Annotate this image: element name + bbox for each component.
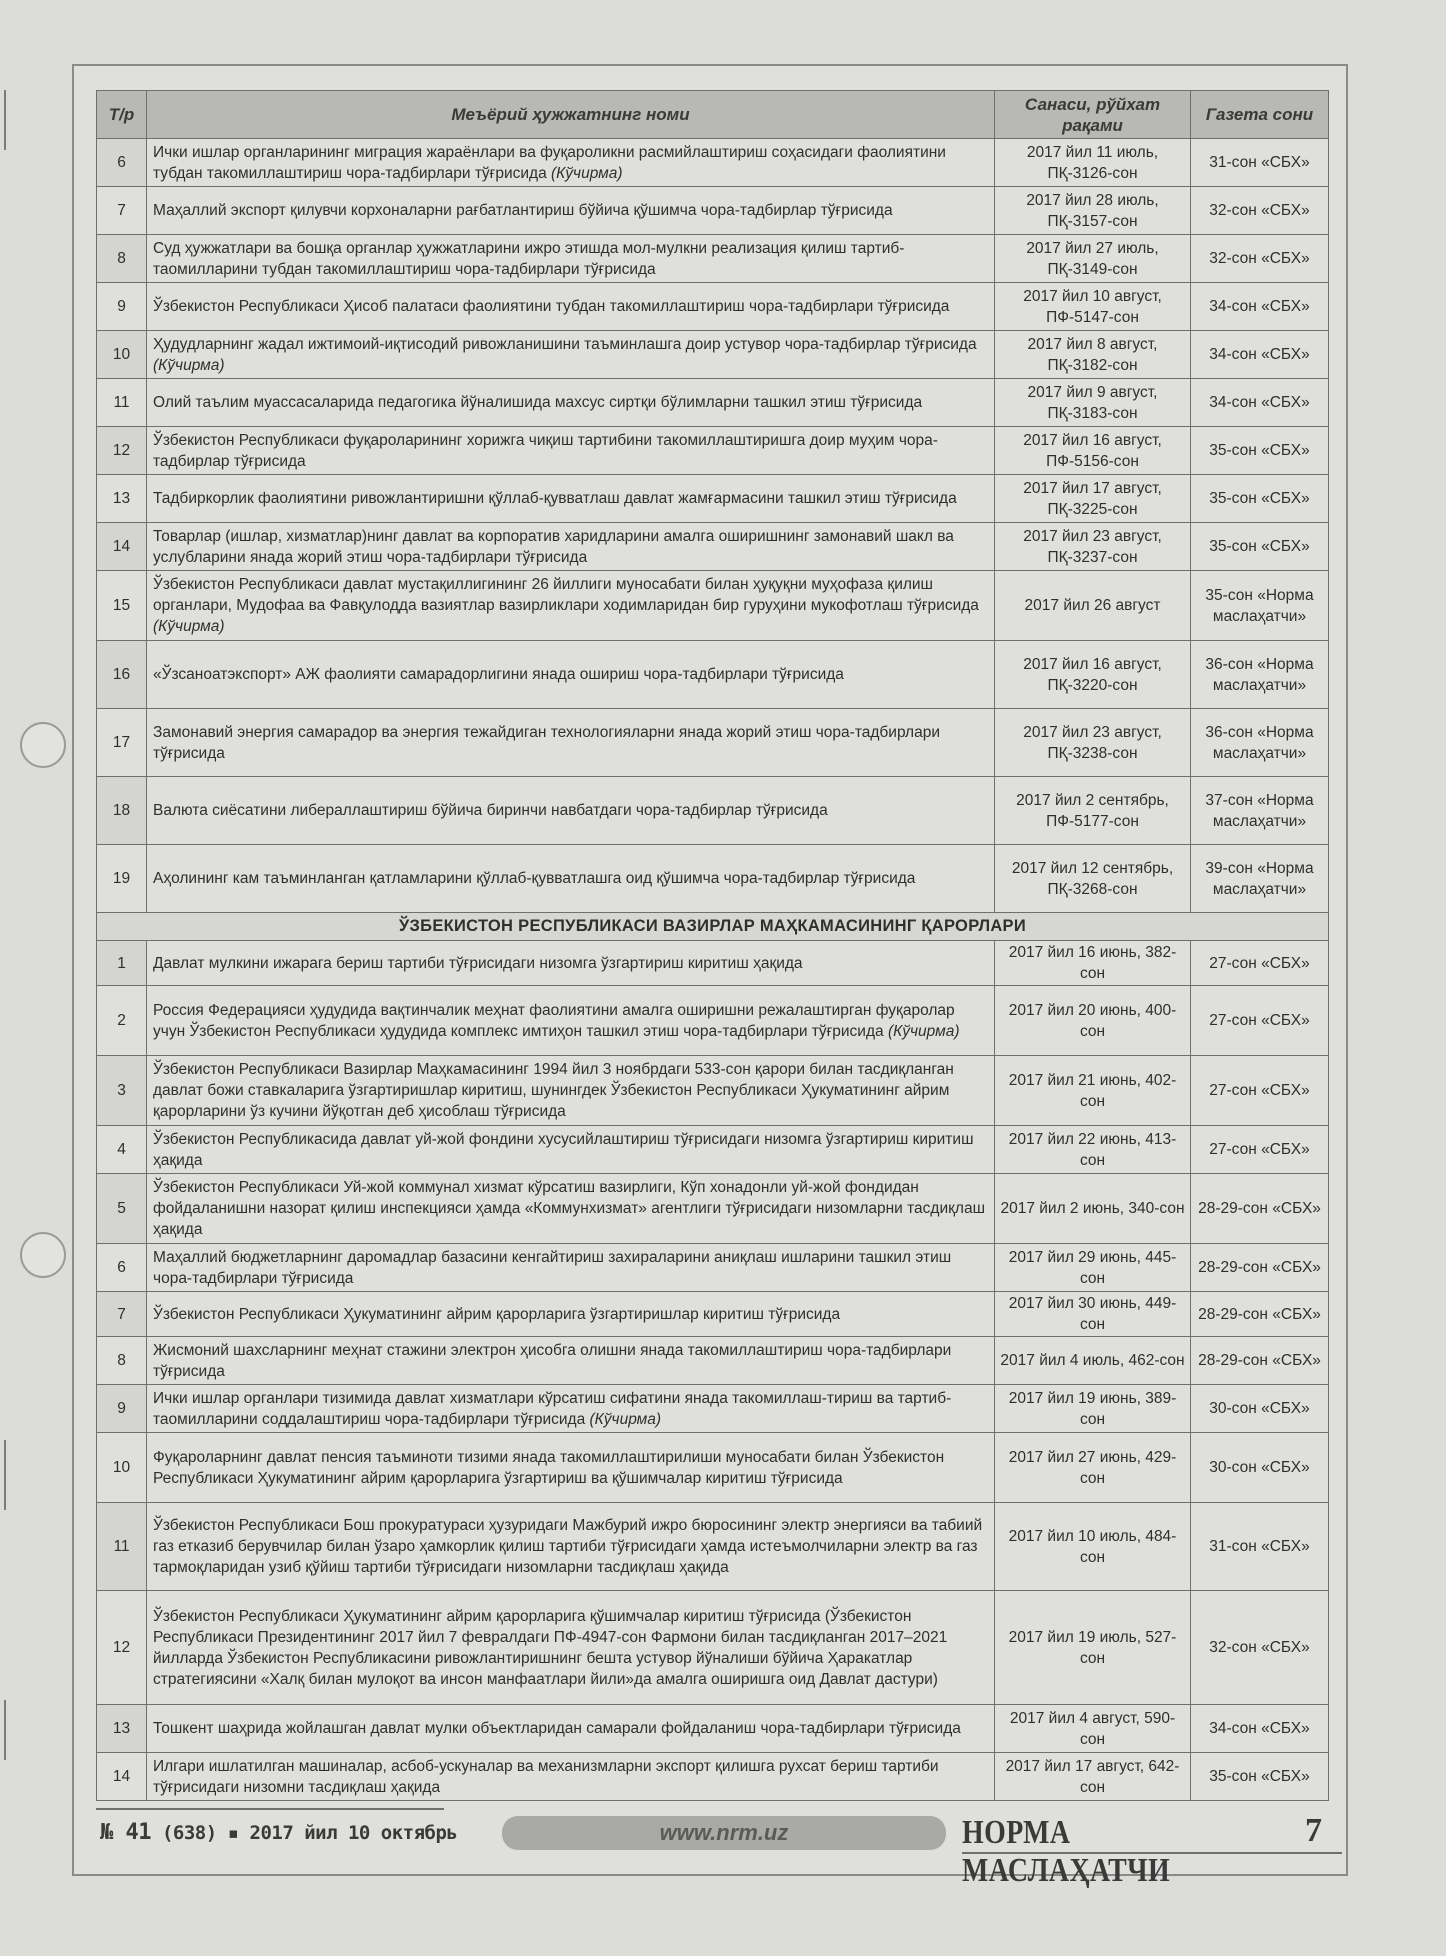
table-row [97, 235, 1329, 283]
document-title: Олий таълим муассасаларида педагогика йўналишида махсус сиртқи бўлимларни ташкил этиш тўғрисида [153, 394, 923, 411]
row-number: 19 [97, 845, 147, 913]
table-row [97, 986, 1329, 1056]
table-row [97, 1705, 1329, 1753]
document-date: 2017 йил 2 июнь, 340-сон [995, 1174, 1191, 1244]
newspaper-issue: 34-сон «СБХ» [1191, 331, 1329, 379]
issue-date: 2017 йил 10 октябрь [249, 1822, 458, 1844]
row-number: 6 [97, 1244, 147, 1292]
table-row [97, 427, 1329, 475]
document-date: 2017 йил 29 июнь, 445-сон [995, 1244, 1191, 1292]
document-date: 2017 йил 10 июль, 484-сон [995, 1503, 1191, 1591]
document-title-cell [147, 331, 995, 379]
table-body-part2 [97, 941, 1329, 1801]
legal-documents-table [96, 90, 1329, 1801]
row-number: 17 [97, 709, 147, 777]
document-date: 2017 йил 4 июль, 462-сон [995, 1337, 1191, 1385]
table-row [97, 1174, 1329, 1244]
document-title-cell [147, 1056, 995, 1126]
edge-mark [4, 1440, 6, 1510]
document-title-cell [147, 1591, 995, 1705]
website-link[interactable]: www.nrm.uz [502, 1816, 946, 1850]
document-title: Аҳолининг кам таъминланган қатламларини қўллаб-қувватлашга оид қўшимча чора-тадбирлар тўғрисида [153, 870, 916, 887]
document-title: Ўзбекистон Республикаси давлат мустақиллигининг 26 йиллиги муносабати билан ҳуқуқни муҳофаза қилиш органлари, Мудофаа ва Фавқулодда вазиятлар вазирликлари ходимларидан бир гуруҳини мукофотлаш тўғрисида [153, 576, 979, 614]
issue-bullet: ▪ [227, 1822, 239, 1844]
newspaper-issue: 39-сон «Норма маслаҳатчи» [1191, 845, 1329, 913]
document-date: 2017 йил 8 август, ПҚ-3182-сон [995, 331, 1191, 379]
newspaper-issue: 35-сон «СБХ» [1191, 523, 1329, 571]
document-date: 2017 йил 23 август, ПҚ-3237-сон [995, 523, 1191, 571]
edge-mark [4, 1700, 6, 1760]
document-date: 2017 йил 2 сентябрь, ПФ-5177-сон [995, 777, 1191, 845]
row-number: 9 [97, 283, 147, 331]
document-date: 2017 йил 19 июнь, 389-сон [995, 1385, 1191, 1433]
table-row [97, 1433, 1329, 1503]
table-row [97, 1126, 1329, 1174]
document-title-cell [147, 941, 995, 986]
table-row [97, 1385, 1329, 1433]
newspaper-issue: 31-сон «СБХ» [1191, 139, 1329, 187]
document-title-cell [147, 523, 995, 571]
newspaper-issue: 34-сон «СБХ» [1191, 379, 1329, 427]
page-number: 7 [1305, 1812, 1322, 1849]
newspaper-issue: 34-сон «СБХ» [1191, 1705, 1329, 1753]
newspaper-issue: 27-сон «СБХ» [1191, 1126, 1329, 1174]
table-body-part1 [97, 139, 1329, 913]
document-date: 2017 йил 27 июль, ПҚ-3149-сон [995, 235, 1191, 283]
newspaper-issue: 28-29-сон «СБХ» [1191, 1292, 1329, 1337]
document-title: Ўзбекистон Республикаси фуқароларининг хорижга чиқиш тартибини такомиллаштиришга доир муҳим чора-тадбирлар тўғрисида [153, 431, 938, 470]
newspaper-issue: 28-29-сон «СБХ» [1191, 1337, 1329, 1385]
document-title-cell [147, 475, 995, 523]
table-row [97, 1244, 1329, 1292]
document-title-cell [147, 427, 995, 475]
newspaper-issue: 27-сон «СБХ» [1191, 1056, 1329, 1126]
table-row [97, 641, 1329, 709]
table-row [97, 523, 1329, 571]
document-date: 2017 йил 16 август, ПҚ-3220-сон [995, 641, 1191, 709]
row-number: 3 [97, 1056, 147, 1126]
document-date: 2017 йил 11 июль, ПҚ-3126-сон [995, 139, 1191, 187]
row-number: 6 [97, 139, 147, 187]
document-date: 2017 йил 26 август [995, 571, 1191, 641]
issue-number: № 41 [100, 1820, 151, 1845]
issue-info [100, 1820, 457, 1845]
document-title-cell [147, 1244, 995, 1292]
document-title: Ҳудудларнинг жадал ижтимоий-иқтисодий ривожланишини таъминлашга доир устувор чора-тадбирлар тўғрисида [153, 335, 977, 353]
punch-hole-bottom [20, 1232, 66, 1278]
excerpt-note: (Кўчирма) [887, 1022, 960, 1040]
document-title-cell [147, 777, 995, 845]
row-number: 15 [97, 571, 147, 641]
row-number: 10 [97, 331, 147, 379]
document-title-cell [147, 187, 995, 235]
table-row [97, 1056, 1329, 1126]
document-date: 2017 йил 16 август, ПФ-5156-сон [995, 427, 1191, 475]
document-title: Суд ҳужжатлари ва бошқа органлар ҳужжатларини ижро этишда мол-мулкни реализация қилиш тартиб-таомилларини тубдан такомиллаштириш чора-тадбирлари тўғрисида [153, 239, 905, 278]
newspaper-issue: 32-сон «СБХ» [1191, 1591, 1329, 1705]
table-row [97, 331, 1329, 379]
row-number: 2 [97, 986, 147, 1056]
row-number: 16 [97, 641, 147, 709]
document-title: Товарлар (ишлар, хизматлар)нинг давлат ва корпоратив харидларини амалга оширишнинг замонавий шакл ва услубларини янада жорий этиш чора-тадбирлари тўғрисида [153, 527, 954, 566]
document-date: 2017 йил 22 июнь, 413-сон [995, 1126, 1191, 1174]
document-title: Ўзбекистон Республикаси Уй-жой коммунал хизмат кўрсатиш вазирлиги, Кўп хонадонли уй-жой фондидан фойдаланишни назорат қилиш инспекцияси ҳамда «Коммунхизмат» агентлиги тўғрисидаги низомларни тасдиқлаш ҳақида [153, 1179, 986, 1238]
document-date: 2017 йил 17 август, 642-сон [995, 1753, 1191, 1801]
brand-logo: НОРМА МАСЛАҲАТЧИ [962, 1814, 1171, 1889]
document-title-cell [147, 986, 995, 1056]
table-row [97, 187, 1329, 235]
document-date: 2017 йил 19 июль, 527-сон [995, 1591, 1191, 1705]
footer-rule [96, 1808, 444, 1810]
document-title-cell [147, 139, 995, 187]
document-title-cell [147, 709, 995, 777]
table-row [97, 845, 1329, 913]
table-row [97, 1503, 1329, 1591]
newspaper-issue: 28-29-сон «СБХ» [1191, 1174, 1329, 1244]
newspaper-issue: 35-сон «СБХ» [1191, 427, 1329, 475]
newspaper-issue: 31-сон «СБХ» [1191, 1503, 1329, 1591]
header-newspaper-issue: Газета сони [1191, 91, 1329, 139]
document-title: Замонавий энергия самарадор ва энергия тежайдиган технологияларни янада жорий этиш чора-тадбирлари тўғрисида [153, 723, 940, 762]
document-title: Ўзбекистон Республикаси Ҳукуматининг айрим қарорларига қўшимчалар киритиш тўғрисида (Ўзбекистон Республикаси Президентининг 2017 йил 7 февралдаги ПФ-4947-сон Фармони билан тасдиқланган 2017–2021 йилларда Ўзбекистон Республикасини ривожлантиришнинг бешта устувор йўналиши бўйича Ҳаракатлар стратегиясини «Халқ билан мулоқот ва инсон манфаатлари йили»да амалга оширишга оид Давлат дастури) [153, 1607, 948, 1688]
row-number: 8 [97, 235, 147, 283]
newspaper-issue: 32-сон «СБХ» [1191, 235, 1329, 283]
row-number: 11 [97, 379, 147, 427]
document-title-cell [147, 845, 995, 913]
row-number: 7 [97, 187, 147, 235]
excerpt-note: (Кўчирма) [153, 618, 225, 635]
newspaper-issue: 32-сон «СБХ» [1191, 187, 1329, 235]
row-number: 12 [97, 1591, 147, 1705]
document-title: Ички ишлар органларининг миграция жараёнлари ва фуқароликни расмийлаштириш соҳасидаги фаолиятини тубдан такомиллаштириш чора-тадбирлари тўғрисида [153, 143, 946, 182]
excerpt-note: (Кўчирма) [551, 164, 623, 182]
table-row [97, 1337, 1329, 1385]
document-date: 2017 йил 23 август, ПҚ-3238-сон [995, 709, 1191, 777]
document-date: 2017 йил 4 август, 590-сон [995, 1705, 1191, 1753]
document-title-cell [147, 379, 995, 427]
newspaper-issue: 35-сон «Норма маслаҳатчи» [1191, 571, 1329, 641]
document-title: Россия Федерацияси ҳудудида вақтинчалик меҳнат фаолиятини амалга оширишни режалаштирган фуқаролар учун Ўзбекистон Республикаси ҳудудида комплекс имтиҳон ташкил этиш чора-тадбирлари тўғрисида [153, 1001, 955, 1040]
table-header-row [97, 91, 1329, 139]
document-title-cell [147, 571, 995, 641]
document-title: Ўзбекистон Республикасида давлат уй-жой фондини хусусийлаштириш тўғрисидаги низомга ўзгартириш киритиш ҳақида [153, 1130, 974, 1169]
document-title: Тошкент шаҳрида жойлашган давлат мулки объектларидан самарали фойдаланиш чора-тадбирлари тўғрисида [153, 1720, 961, 1737]
table-row [97, 139, 1329, 187]
document-title: Маҳаллий бюджетларнинг даромадлар базасини кенгайтириш захираларини аниқлаш ишларини ташкил этиш чора-тадбирлари тўғрисида [153, 1248, 952, 1287]
table-row [97, 379, 1329, 427]
header-date-registration: Санаси, рўйхат рақами [995, 91, 1191, 139]
document-title: Тадбиркорлик фаолиятини ривожлантиришни қўллаб-қувватлаш давлат жамғармасини ташкил этиш тўғрисида [153, 490, 957, 507]
document-date: 2017 йил 10 август, ПФ-5147-сон [995, 283, 1191, 331]
newspaper-issue: 27-сон «СБХ» [1191, 941, 1329, 986]
document-title: Давлат мулкини ижарага бериш тартиби тўғрисидаги низомга ўзгартириш киритиш ҳақида [153, 954, 803, 972]
document-title: Жисмоний шахсларнинг меҳнат стажини электрон ҳисобга олишни янада такомиллаштириш чора-тадбирлари тўғрисида [153, 1341, 952, 1380]
newspaper-issue: 34-сон «СБХ» [1191, 283, 1329, 331]
document-title-cell [147, 283, 995, 331]
row-number: 4 [97, 1126, 147, 1174]
document-date: 2017 йил 21 июнь, 402-сон [995, 1056, 1191, 1126]
document-title: Фуқароларнинг давлат пенсия таъминоти тизими янада такомиллаштирилиши муносабати билан Ўзбекистон Республикаси Ҳукуматининг айрим қарорларига ўзгартириш ва қўшимчалар киритиш тўғрисида [153, 1448, 945, 1487]
document-title-cell [147, 1174, 995, 1244]
newspaper-issue: 36-сон «Норма маслаҳатчи» [1191, 641, 1329, 709]
document-title-cell [147, 1337, 995, 1385]
newspaper-issue: 27-сон «СБХ» [1191, 986, 1329, 1056]
row-number: 18 [97, 777, 147, 845]
table-row [97, 475, 1329, 523]
table-row [97, 1591, 1329, 1705]
table-row [97, 941, 1329, 986]
header-number: Т/р [97, 91, 147, 139]
row-number: 1 [97, 941, 147, 986]
section-header-body [97, 913, 1329, 941]
document-title-cell [147, 1126, 995, 1174]
newspaper-issue: 28-29-сон «СБХ» [1191, 1244, 1329, 1292]
newspaper-issue: 37-сон «Норма маслаҳатчи» [1191, 777, 1329, 845]
newspaper-issue: 35-сон «СБХ» [1191, 475, 1329, 523]
document-title: Ички ишлар органлари тизимида давлат хизматлари кўрсатиш сифатини янада такомиллаш-тириш ва тартиб-таомилларини соддалаштириш чора-тадбирлари тўғрисида [153, 1389, 952, 1428]
row-number: 13 [97, 1705, 147, 1753]
section-title: ЎЗБЕКИСТОН РЕСПУБЛИКАСИ ВАЗИРЛАР МАҲКАМАСИНИНГ ҚАРОРЛАРИ [97, 913, 1329, 941]
document-title-cell [147, 1433, 995, 1503]
row-number: 14 [97, 1753, 147, 1801]
document-date: 2017 йил 27 июнь, 429-сон [995, 1433, 1191, 1503]
brand-rule [962, 1852, 1342, 1854]
excerpt-note: (Кўчирма) [153, 356, 225, 374]
table-row [97, 709, 1329, 777]
table-row [97, 571, 1329, 641]
newspaper-issue: 30-сон «СБХ» [1191, 1385, 1329, 1433]
document-date: 2017 йил 17 август, ПҚ-3225-сон [995, 475, 1191, 523]
document-title: Валюта сиёсатини либераллаштириш бўйича биринчи навбатдаги чора-тадбирлар тўғрисида [153, 802, 828, 819]
document-title-cell [147, 1503, 995, 1591]
newspaper-issue: 30-сон «СБХ» [1191, 1433, 1329, 1503]
document-date: 2017 йил 12 сентябрь, ПҚ-3268-сон [995, 845, 1191, 913]
document-title: Ўзбекистон Республикаси Ҳисоб палатаси фаолиятини тубдан такомиллаштириш чора-тадбирлари тўғрисида [153, 298, 950, 315]
document-title: Ўзбекистон Республикаси Ҳукуматининг айрим қарорларига ўзгартиришлар киритиш тўғрисида [153, 1305, 841, 1323]
document-title-cell [147, 1385, 995, 1433]
document-title: Ўзбекистон Республикаси Вазирлар Маҳкамасининг 1994 йил 3 ноябрдаги 533-сон қарори билан тасдиқланган давлат божи ставкаларига ўзгартиришлар киритиш, шунингдек Ўзбекистон Республикаси Ҳукуматининг айрим қарорларини ўз кучини йўқотган деб ҳисоблаш тўғрисида [153, 1061, 954, 1120]
table-row [97, 283, 1329, 331]
edge-mark [4, 90, 6, 150]
table-row [97, 1753, 1329, 1801]
document-title-cell [147, 1292, 995, 1337]
document-date: 2017 йил 30 июнь, 449-сон [995, 1292, 1191, 1337]
page-footer [96, 1806, 1328, 1889]
document-page [72, 64, 1348, 1889]
row-number: 11 [97, 1503, 147, 1591]
row-number: 8 [97, 1337, 147, 1385]
document-title: Ўзбекистон Республикаси Бош прокуратураси ҳузуридаги Мажбурий ижро бюросининг электр энергияси ва табиий газ етказиб берувчилар билан ўзаро ҳамкорлик қилиш тартиби тўғрисидаги ҳамда истеъмолчиларни электр ва газ тармоқларидан узиб қўйиш тартиби тўғрисидаги низомларни тасдиқлаш ҳақида [153, 1517, 983, 1576]
row-number: 9 [97, 1385, 147, 1433]
document-title-cell [147, 235, 995, 283]
document-title-cell [147, 1705, 995, 1753]
row-number: 12 [97, 427, 147, 475]
document-title: «Ўзсаноатэкспорт» АЖ фаолияти самарадорлигини янада ошириш чора-тадбирлари тўғрисида [153, 666, 844, 683]
document-date: 2017 йил 20 июнь, 400-сон [995, 986, 1191, 1056]
document-title: Маҳаллий экспорт қилувчи корхоналарни рағбатлантириш бўйича қўшимча чора-тадбирлар тўғрисида [153, 202, 893, 219]
row-number: 13 [97, 475, 147, 523]
newspaper-issue: 35-сон «СБХ» [1191, 1753, 1329, 1801]
document-date: 2017 йил 28 июль, ПҚ-3157-сон [995, 187, 1191, 235]
table-row [97, 777, 1329, 845]
row-number: 10 [97, 1433, 147, 1503]
punch-hole-top [20, 722, 66, 768]
row-number: 5 [97, 1174, 147, 1244]
document-date: 2017 йил 16 июнь, 382-сон [995, 941, 1191, 986]
document-title: Илгари ишлатилган машиналар, асбоб-ускуналар ва механизмларни экспорт қилишга рухсат бериш тартиби тўғрисидаги низомни тасдиқлаш ҳақида [153, 1757, 939, 1796]
table-row [97, 1292, 1329, 1337]
excerpt-note: (Кўчирма) [589, 1410, 662, 1428]
row-number: 7 [97, 1292, 147, 1337]
section-row [97, 913, 1329, 941]
issue-total: (638) [161, 1822, 217, 1844]
document-date: 2017 йил 9 август, ПҚ-3183-сон [995, 379, 1191, 427]
document-title-cell [147, 1753, 995, 1801]
header-document-name: Меъёрий ҳужжатнинг номи [147, 91, 995, 139]
row-number: 14 [97, 523, 147, 571]
document-title-cell [147, 641, 995, 709]
newspaper-issue: 36-сон «Норма маслаҳатчи» [1191, 709, 1329, 777]
